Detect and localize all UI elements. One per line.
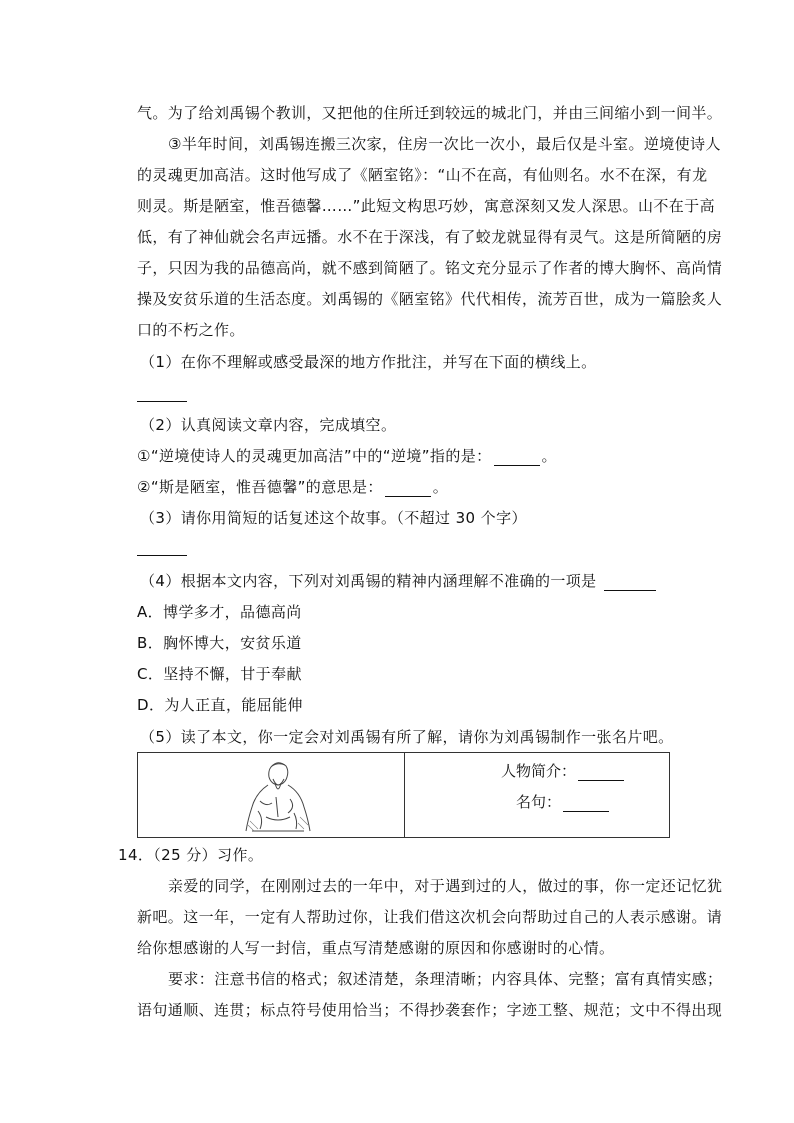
answer-blank-2b[interactable] bbox=[385, 483, 431, 497]
question-2b-text: ②“斯是陋室，惟吾德馨”的意思是： bbox=[137, 478, 383, 496]
essay-requirements-line: 要求：注意书信的格式；叙述清楚，条理清晰；内容具体、完整；富有真情实感； bbox=[168, 970, 723, 988]
answer-blank-4[interactable] bbox=[604, 577, 656, 591]
quote-row bbox=[516, 792, 611, 812]
question-2a-end: 。 bbox=[541, 447, 557, 465]
passage-line: 气。为了给刘禹锡个教训，又把他的住所迁到较远的城北门，并由三间缩小到一间半。 bbox=[137, 104, 723, 122]
quote-label: 名句： bbox=[516, 793, 562, 811]
info-cell bbox=[405, 753, 670, 838]
name-card-table bbox=[137, 752, 670, 838]
question-1: （1）在你不理解或感受最深的地方作批注，并写在下面的横线上。 bbox=[140, 353, 597, 371]
passage-line: 口的不朽之作。 bbox=[137, 321, 245, 339]
profile-label: 人物简介： bbox=[501, 762, 577, 780]
question-2b bbox=[137, 477, 448, 497]
essay-prompt-line: 新吧。这一年，一定有人帮助过你，让我们借这次机会向帮助过自己的人表示感谢。请 bbox=[137, 908, 723, 926]
essay-prompt-line: 给你想感谢的人写一封信，重点写清楚感谢的原因和你感谢时的心情。 bbox=[137, 939, 615, 957]
answer-blank-1[interactable] bbox=[137, 401, 187, 402]
question-2a-text: ①“逆境使诗人的灵魂更加高洁”中的“逆境”指的是： bbox=[137, 447, 492, 465]
profile-blank[interactable] bbox=[578, 767, 624, 781]
passage-line: 操及安贫乐道的生活态度。刘禹锡的《陋室铭》代代相传，流芳百世，成为一篇脍炙人 bbox=[137, 290, 723, 308]
passage-line: 则灵。斯是陋室，惟吾德馨……”此短文构思巧妙，寓意深刻又发人深思。山不在于高 bbox=[137, 197, 715, 215]
question-2: （2）认真阅读文章内容，完成填空。 bbox=[140, 416, 397, 434]
essay-requirements-line: 语句通顺、连贯；标点符号使用恰当；不得抄袭套作；字迹工整、规范；文中不得出现 bbox=[137, 1001, 723, 1019]
option-d[interactable]: D．为人正直，能屈能伸 bbox=[137, 696, 303, 714]
passage-line: 的灵魂更加高洁。这时他写成了《陋室铭》：“山不在高，有仙则名。水不在深，有龙 bbox=[137, 166, 708, 184]
quote-blank[interactable] bbox=[563, 798, 609, 812]
answer-blank-2a[interactable] bbox=[494, 452, 540, 466]
passage-line: 低，有了神仙就会名声远播。水不在于深浅，有了蛟龙就显得有灵气。这是所简陋的房 bbox=[137, 228, 723, 246]
profile-row bbox=[501, 761, 626, 781]
option-b[interactable]: B．胸怀博大，安贫乐道 bbox=[137, 634, 302, 652]
question-4 bbox=[140, 571, 658, 591]
question-2a bbox=[137, 446, 557, 466]
question-2b-end: 。 bbox=[432, 478, 449, 496]
portrait-sketch-icon bbox=[238, 757, 318, 835]
option-a[interactable]: A．博学多才，品德高尚 bbox=[137, 603, 302, 621]
question-4-text: （4）根据本文内容，下列对刘禹锡的精神内涵理解不准确的一项是 bbox=[140, 572, 597, 590]
question-5: （5）读了本文，你一定会对刘禹锡有所了解，请你为刘禹锡制作一张名片吧。 bbox=[140, 728, 674, 746]
portrait-cell bbox=[138, 753, 405, 838]
passage-line: 子，只因为我的品德高尚，就不感到简陋了。铭文充分显示了作者的博大胸怀、高尚情 bbox=[137, 259, 723, 277]
question-14-header: 14．（25 分）习作。 bbox=[118, 846, 264, 864]
question-3: （3）请你用简短的话复述这个故事。（不超过 30 个字） bbox=[140, 509, 527, 527]
answer-blank-3[interactable] bbox=[137, 555, 187, 556]
essay-prompt-line: 亲爱的同学，在刚刚过去的一年中，对于遇到过的人，做过的事，你一定还记忆犹 bbox=[168, 877, 723, 895]
option-c[interactable]: C．坚持不懈，甘于奉献 bbox=[137, 665, 302, 683]
passage-line: ③半年时间，刘禹锡连搬三次家，住房一次比一次小，最后仅是斗室。逆境使诗人 bbox=[168, 135, 721, 153]
